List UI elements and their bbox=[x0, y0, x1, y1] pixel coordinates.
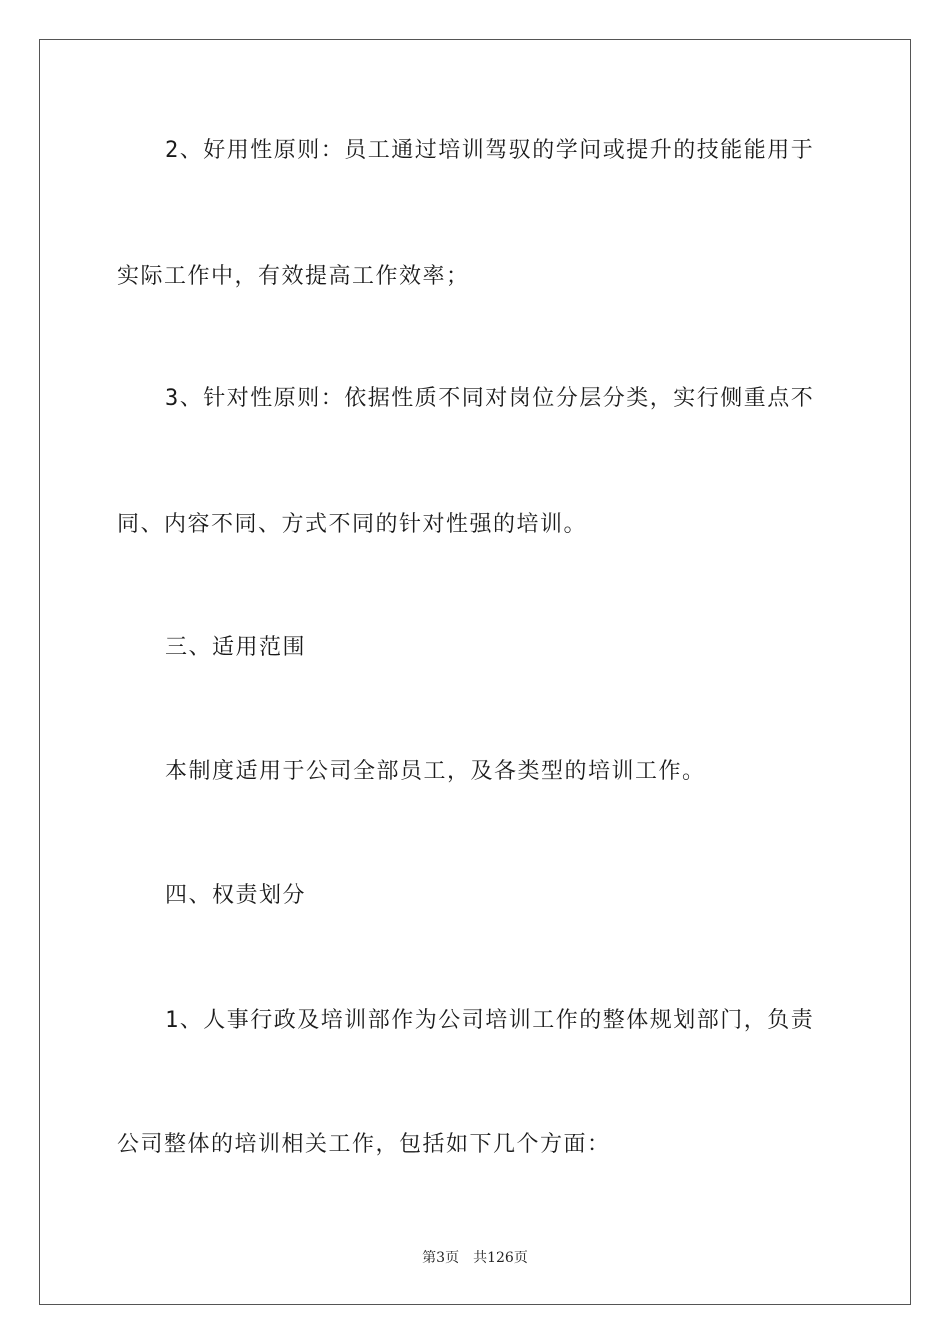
page-border bbox=[39, 39, 911, 1305]
section-heading-responsibilities: 四、权责划分 bbox=[165, 883, 307, 908]
paragraph-2-line-1: 2、好用性原则：员工通过培训驾驭的学问或提升的技能能用于 bbox=[165, 138, 815, 163]
section-heading-scope: 三、适用范围 bbox=[165, 635, 307, 660]
paragraph-3-line-1: 3、针对性原则：依据性质不同对岗位分层分类，实行侧重点不 bbox=[165, 386, 815, 411]
page-total: 共126页 bbox=[473, 1250, 528, 1266]
paragraph-2-line-2: 实际工作中，有效提高工作效率； bbox=[117, 264, 470, 289]
paragraph-resp-1-line-1: 1、人事行政及培训部作为公司培训工作的整体规划部门，负责 bbox=[165, 1008, 815, 1033]
page-number: 第3页 bbox=[422, 1250, 460, 1266]
paragraph-3-line-2: 同、内容不同、方式不同的针对性强的培训。 bbox=[117, 512, 588, 537]
page-footer bbox=[0, 1247, 950, 1267]
paragraph-resp-1-line-2: 公司整体的培训相关工作，包括如下几个方面： bbox=[117, 1132, 611, 1157]
scope-paragraph: 本制度适用于公司全部员工，及各类型的培训工作。 bbox=[165, 759, 706, 784]
